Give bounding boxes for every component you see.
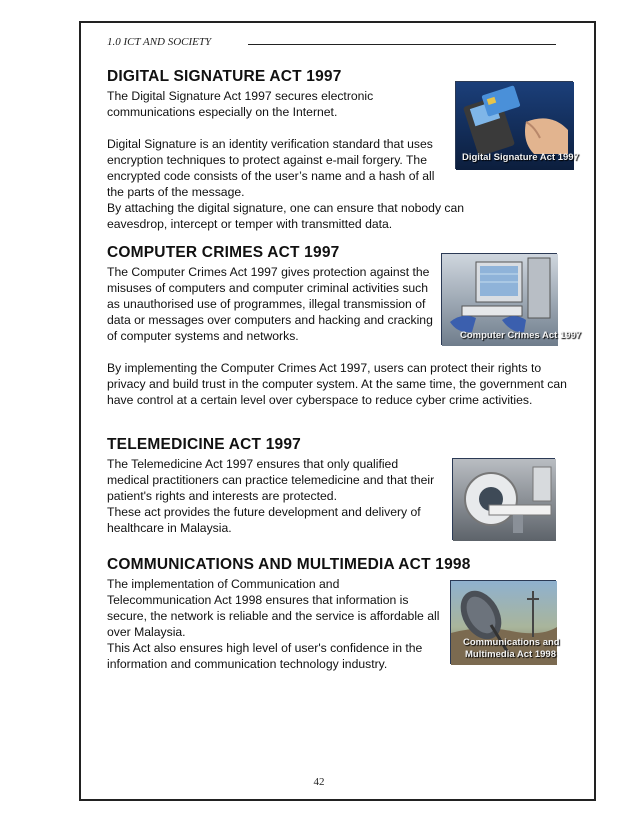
image-caption: Multimedia Act 1998	[465, 649, 556, 660]
section-title-communications-multimedia: COMMUNICATIONS AND MULTIMEDIA ACT 1998	[107, 556, 471, 573]
image-caption: Computer Crimes Act 1997	[460, 330, 582, 341]
computer-crimes-image	[441, 253, 582, 345]
paragraph: By attaching the digital signature, one can ensure that nobody can eavesdrop, intercept or temper with transmitted data.	[107, 201, 465, 231]
paragraph: Digital Signature is an identity verification standard that uses encryption techniques to protect against e-mail forgery. The encrypted code consists of the user’s name and a hash of all the parts of the message.	[107, 137, 435, 199]
paragraph: These act provides the future development and delivery of healthcare in Malaysia.	[107, 505, 421, 535]
image-caption: Communications and	[463, 637, 560, 648]
paragraph: The implementation of Communication and Telecommunication Act 1998 ensures that information is secure, the network is reliable and the service is affordable all over Malaysia.	[107, 577, 440, 639]
paragraph: This Act also ensures high level of user's confidence in the information and communication technology industry.	[107, 641, 423, 671]
communications-multimedia-image	[450, 580, 560, 664]
paragraph: The Computer Crimes Act 1997 gives protection against the misuses of computers and computer criminal activities such as unauthorised use of programmes, illegal transmission of data or messages over computers and hacking and cracking of computer systems and networks.	[107, 265, 433, 343]
paragraph: The Digital Signature Act 1997 secures electronic communications especially on the Internet.	[107, 89, 374, 119]
running-header: 1.0 ICT AND SOCIETY	[107, 36, 212, 48]
section-title-computer-crimes: COMPUTER CRIMES ACT 1997	[107, 244, 340, 261]
section-title-telemedicine: TELEMEDICINE ACT 1997	[107, 436, 301, 453]
header-rule	[248, 44, 556, 45]
paragraph: The Telemedicine Act 1997 ensures that only qualified medical practitioners can practice telemedicine and that their patient's rights and interests are protected.	[107, 457, 435, 503]
section-title-digital-signature: DIGITAL SIGNATURE ACT 1997	[107, 68, 342, 85]
page-number: 42	[313, 776, 325, 788]
paragraph: By implementing the Computer Crimes Act 1997, users can protect their rights to privacy and build trust in the computer system. At the same time, the government can have control at a certain level over cyberspace to reduce cyber crime activities.	[107, 361, 567, 407]
digital-signature-image	[455, 81, 579, 169]
image-caption: Digital Signature Act 1997	[462, 152, 579, 163]
telemedicine-image	[452, 458, 555, 540]
